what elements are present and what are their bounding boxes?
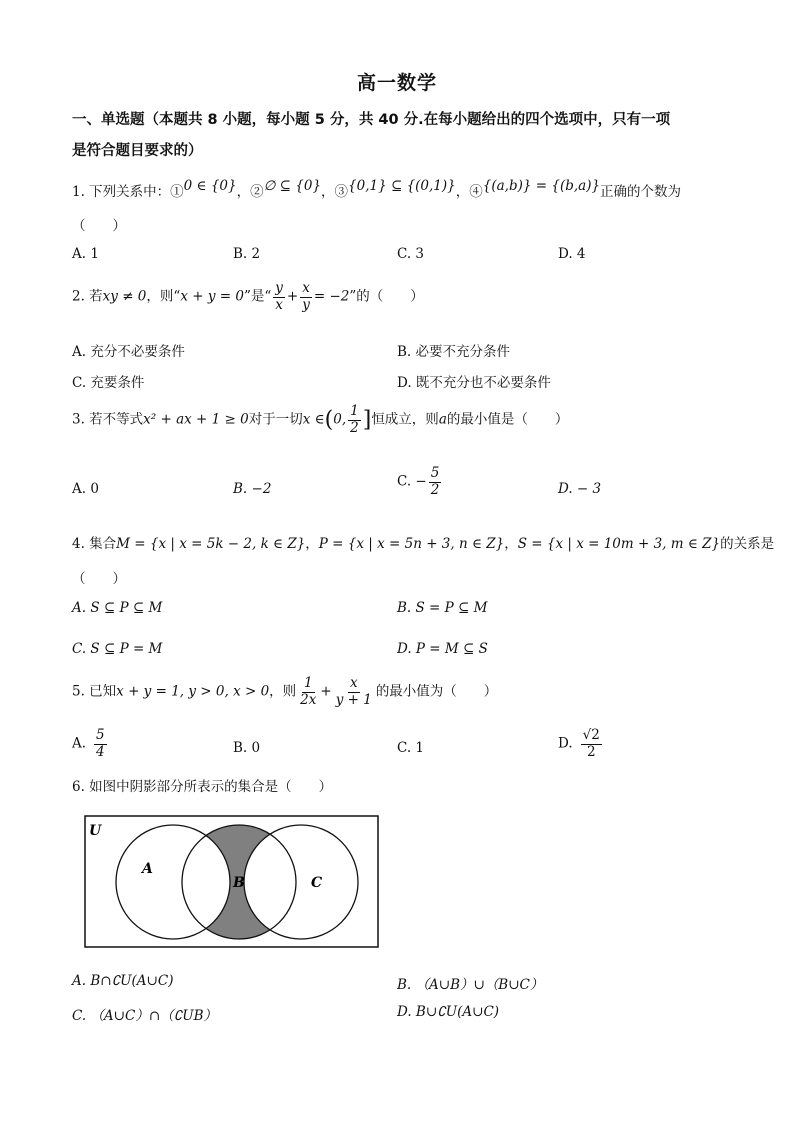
q2-suffix: ”的（ ）: [349, 288, 424, 305]
q4-sep: ，: [305, 536, 319, 552]
q4-prefix: 4. 集合: [72, 536, 117, 552]
q4-option-c: C. S ⊆ P = M: [72, 641, 163, 657]
q3-option-b: B. −2: [233, 481, 272, 497]
question-3: [72, 404, 568, 436]
q5-fraction-2: [334, 676, 374, 708]
q2-frac1-den: x: [275, 296, 283, 313]
section-heading-line1: 一、单选题（本题共 8 小题，每小题 5 分，共 40 分.在每小题给出的四个选项中，只有一项: [72, 112, 671, 128]
q3-text: 恒成立，则: [371, 411, 439, 428]
q5-d-num: √2: [582, 727, 600, 743]
q1-relation-1: 0 ∈ {0}: [183, 178, 237, 194]
q1-option-a: A. 1: [72, 246, 99, 262]
q3-left-paren: (: [324, 407, 334, 433]
q1-sep: ，④: [455, 184, 483, 200]
q1-relation-2: ∅ ⊆ {0}: [263, 178, 322, 194]
q5-suffix: 的最小值为（ ）: [375, 683, 498, 700]
q2-option-c: C. 充要条件: [72, 375, 145, 391]
q1-relation-4: {(a,b)} = {(b,a)}: [482, 178, 601, 194]
q2-fraction-1: [273, 281, 285, 313]
q2-frac1-num: y: [275, 280, 283, 296]
q2-option-d: D. 既不充分也不必要条件: [397, 375, 551, 391]
q5-prefix: 5. 已知: [72, 683, 117, 700]
q2-text: ”是“: [243, 288, 272, 305]
page-title: 高一数学: [356, 72, 437, 94]
q4-sep: ，: [504, 536, 518, 552]
question-2: [72, 281, 424, 313]
q2-fraction-2: [300, 281, 312, 313]
q4-option-d: D. P = M ⊆ S: [397, 641, 488, 657]
q2-plus: +: [286, 288, 299, 305]
q3-half-den: 2: [350, 419, 359, 436]
q5-option-d-label: D.: [558, 735, 573, 752]
q3-c-den: 2: [430, 481, 440, 498]
q6-option-d: D. B∪∁U(A∪C): [397, 1004, 500, 1020]
q4-set-m: M = {x | x = 5k − 2, k ∈ Z}: [116, 536, 306, 552]
question-6: 6. 如图中阴影部分所表示的集合是（ ）: [72, 779, 333, 795]
q1-relation-3: {0,1} ⊆ {(0,1)}: [348, 178, 456, 194]
q1-suffix: 正确的个数为: [600, 184, 682, 200]
q4-set-p: P = {x | x = 5n + 3, n ∈ Z}: [318, 536, 505, 552]
q5-frac1-num: 1: [303, 675, 313, 691]
q4-suffix: 的关系是: [720, 536, 775, 552]
q5-plus: +: [320, 683, 332, 700]
label-u: U: [89, 823, 102, 839]
q3-option-c-label: C. −: [397, 473, 427, 490]
label-b: B: [233, 875, 245, 891]
q2-condition: xy ≠ 0: [102, 288, 147, 305]
q3-half-num: 1: [350, 403, 359, 419]
q1-option-c: C. 3: [397, 246, 425, 262]
q5-option-a-fraction: [94, 728, 107, 760]
q3-lower-bound: 0,: [333, 411, 347, 428]
q1-blank: （ ）: [72, 218, 126, 234]
question-4: [72, 532, 774, 552]
q5-condition: x + y = 1, y > 0, x > 0: [116, 683, 270, 700]
q5-frac2-num: x: [349, 675, 358, 691]
q6-option-a: A. B∩∁U(A∪C): [72, 973, 174, 989]
q3-suffix: 的最小值是（ ）: [446, 411, 569, 428]
q3-right-bracket: ]: [362, 407, 372, 433]
q5-option-a: [72, 728, 109, 760]
label-c: C: [311, 875, 323, 891]
q3-option-c: [397, 466, 443, 498]
q4-set-s: S = {x | x = 10m + 3, m ∈ Z}: [517, 536, 721, 552]
label-a: A: [142, 861, 153, 877]
section-heading-line2: 是符合题目要求的）: [72, 143, 203, 159]
q5-option-d: [558, 728, 604, 760]
q3-x-in: x ∈: [302, 411, 325, 428]
q3-option-d: D. − 3: [558, 481, 602, 497]
q5-frac2-den: y + 1: [335, 691, 372, 708]
q2-statement-p: x + y = 0: [180, 288, 244, 305]
q1-prefix: 1. 下列关系中：①: [72, 184, 184, 200]
venn-diagram: [84, 815, 380, 949]
q4-option-b: B. S = P ⊆ M: [397, 600, 488, 616]
q2-prefix: 2. 若: [72, 288, 103, 305]
q5-a-num: 5: [96, 727, 105, 743]
q4-option-a: A. S ⊆ P ⊆ M: [72, 600, 163, 616]
q1-option-d: D. 4: [558, 246, 586, 262]
q2-text: ，则“: [146, 288, 181, 305]
q6-option-b: B. （A∪B）∪（B∪C）: [397, 977, 544, 993]
q5-option-b: B. 0: [233, 740, 261, 756]
q3-option-a: A. 0: [72, 481, 99, 497]
q5-option-c: C. 1: [397, 740, 425, 756]
q6-option-c: C. （A∪C）∩（∁UB）: [72, 1008, 218, 1024]
q3-inequality: x² + ax + 1 ≥ 0: [143, 411, 249, 428]
q1-sep: ，③: [321, 184, 349, 200]
q3-upper-bound: [348, 404, 361, 436]
q4-blank: （ ）: [72, 571, 126, 587]
q5-frac1-den: 2x: [300, 691, 317, 708]
q5-a-den: 4: [96, 743, 105, 760]
q1-sep: ，②: [236, 184, 264, 200]
q1-option-b: B. 2: [233, 246, 261, 262]
q2-option-a: A. 充分不必要条件: [72, 344, 185, 360]
q2-option-b: B. 必要不充分条件: [397, 344, 511, 360]
question-5: [72, 676, 497, 708]
q2-rhs: = −2: [313, 288, 350, 305]
q5-option-a-label: A.: [72, 735, 87, 752]
q3-prefix: 3. 若不等式: [72, 411, 144, 428]
q3-c-num: 5: [430, 465, 440, 481]
q5-option-d-fraction: [581, 728, 602, 760]
q5-fraction-1: [298, 676, 318, 708]
q3-variable-a: a: [438, 411, 447, 428]
q5-text: ，则: [269, 683, 297, 700]
q2-frac2-num: x: [302, 280, 310, 296]
q2-frac2-den: y: [302, 296, 310, 313]
q3-text: 对于一切: [248, 411, 303, 428]
question-1: [72, 180, 681, 200]
q5-d-den: 2: [586, 743, 596, 760]
q3-option-c-fraction: [429, 466, 442, 498]
